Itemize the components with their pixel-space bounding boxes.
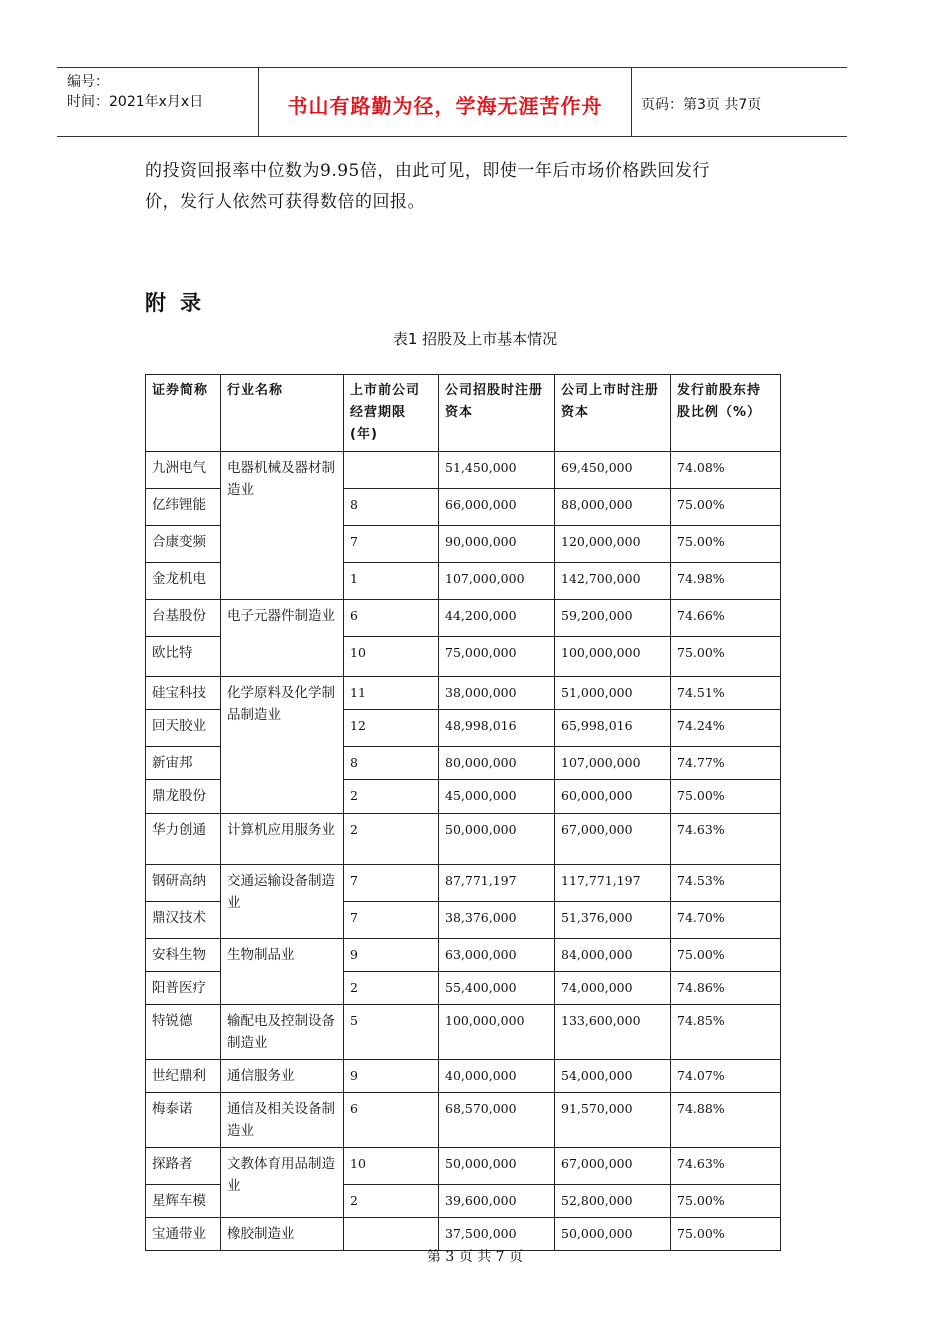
capital-at-listing-cell: 67,000,000 [555,1148,671,1185]
table-row [146,677,781,710]
capital-at-offering-cell: 90,000,000 [439,526,555,563]
capital-at-listing-cell: 69,450,000 [555,452,671,489]
header-meta [67,72,203,112]
body-paragraph [145,156,785,218]
industry-cell: 计算机应用服务业 [221,814,344,865]
column-header: 公司招股时注册资本 [439,375,555,452]
paragraph-line: 价，发行人依然可获得数倍的回报。 [145,192,425,212]
capital-at-offering-cell: 100,000,000 [439,1005,555,1060]
column-header: 行业名称 [221,375,344,452]
operating-years-cell: 7 [344,902,439,939]
capital-at-offering-cell: 75,000,000 [439,637,555,677]
table-caption: 表1 招股及上市基本情况 [392,330,558,348]
capital-at-listing-cell: 84,000,000 [555,939,671,972]
capital-at-offering-cell: 55,400,000 [439,972,555,1005]
capital-at-offering-cell: 37,500,000 [439,1218,555,1251]
capital-at-offering-cell: 45,000,000 [439,780,555,814]
pre-issue-ratio-cell: 74.07% [671,1060,781,1093]
capital-at-listing-cell: 67,000,000 [555,814,671,865]
capital-at-listing-cell: 51,376,000 [555,902,671,939]
pre-issue-ratio-cell: 75.00% [671,526,781,563]
capital-at-offering-cell: 38,000,000 [439,677,555,710]
capital-at-offering-cell: 87,771,197 [439,865,555,902]
security-name-cell: 亿纬锂能 [146,489,221,526]
operating-years-cell: 5 [344,1005,439,1060]
column-header: 上市前公司经营期限(年) [344,375,439,452]
pre-issue-ratio-cell: 74.98% [671,563,781,600]
industry-cell: 通信服务业 [221,1060,344,1093]
table-row [146,1060,781,1093]
capital-at-listing-cell: 74,000,000 [555,972,671,1005]
pre-issue-ratio-cell: 75.00% [671,637,781,677]
industry-cell: 化学原料及化学制品制造业 [221,677,344,814]
operating-years-cell [344,452,439,489]
security-name-cell: 特锐德 [146,1005,221,1060]
operating-years-cell: 8 [344,489,439,526]
capital-at-listing-cell: 88,000,000 [555,489,671,526]
industry-cell: 输配电及控制设备制造业 [221,1005,344,1060]
capital-at-offering-cell: 40,000,000 [439,1060,555,1093]
security-name-cell: 台基股份 [146,600,221,637]
operating-years-cell: 2 [344,972,439,1005]
capital-at-listing-cell: 91,570,000 [555,1093,671,1148]
security-name-cell: 九洲电气 [146,452,221,489]
document-number-label: 编号： [67,74,109,90]
pre-issue-ratio-cell: 74.63% [671,1148,781,1185]
security-name-cell: 阳普医疗 [146,972,221,1005]
capital-at-offering-cell: 66,000,000 [439,489,555,526]
page-header [57,67,847,137]
capital-at-offering-cell: 44,200,000 [439,600,555,637]
industry-cell: 交通运输设备制造业 [221,865,344,939]
capital-at-offering-cell: 63,000,000 [439,939,555,972]
industry-cell: 生物制品业 [221,939,344,1005]
table-header-row [146,375,781,452]
security-name-cell: 安科生物 [146,939,221,972]
operating-years-cell: 7 [344,526,439,563]
paragraph-line: 的投资回报率中位数为9.95倍，由此可见，即使一年后市场价格跌回发行 [145,161,710,181]
table-row [146,814,781,865]
industry-cell: 通信及相关设备制造业 [221,1093,344,1148]
capital-at-listing-cell: 133,600,000 [555,1005,671,1060]
pre-issue-ratio-cell: 75.00% [671,939,781,972]
security-name-cell: 梅泰诺 [146,1093,221,1148]
capital-at-listing-cell: 100,000,000 [555,637,671,677]
capital-at-listing-cell: 65,998,016 [555,710,671,747]
capital-at-offering-cell: 48,998,016 [439,710,555,747]
pre-issue-ratio-cell: 74.53% [671,865,781,902]
security-name-cell: 回天胶业 [146,710,221,747]
security-name-cell: 新宙邦 [146,747,221,780]
table-row [146,865,781,902]
table-row [146,939,781,972]
operating-years-cell: 2 [344,1185,439,1218]
pre-issue-ratio-cell: 74.70% [671,902,781,939]
table-row [146,1148,781,1185]
pre-issue-ratio-cell: 74.77% [671,747,781,780]
operating-years-cell: 12 [344,710,439,747]
capital-at-offering-cell: 107,000,000 [439,563,555,600]
operating-years-cell: 6 [344,1093,439,1148]
operating-years-cell: 9 [344,939,439,972]
industry-cell: 电器机械及器材制造业 [221,452,344,600]
operating-years-cell: 7 [344,865,439,902]
security-name-cell: 宝通带业 [146,1218,221,1251]
operating-years-cell: 2 [344,780,439,814]
industry-cell: 文教体育用品制造业 [221,1148,344,1218]
column-header: 发行前股东持股比例（%） [671,375,781,452]
pre-issue-ratio-cell: 75.00% [671,1185,781,1218]
capital-at-offering-cell: 39,600,000 [439,1185,555,1218]
pre-issue-ratio-cell: 75.00% [671,780,781,814]
industry-cell: 橡胶制造业 [221,1218,344,1251]
header-page-info: 页码：第3页 共7页 [641,97,762,113]
security-name-cell: 金龙机电 [146,563,221,600]
pre-issue-ratio-cell: 74.08% [671,452,781,489]
table-row [146,452,781,489]
pre-issue-ratio-cell: 74.85% [671,1005,781,1060]
security-name-cell: 世纪鼎利 [146,1060,221,1093]
column-header: 公司上市时注册资本 [555,375,671,452]
capital-at-offering-cell: 50,000,000 [439,1148,555,1185]
capital-at-offering-cell: 50,000,000 [439,814,555,865]
security-name-cell: 钢研高纳 [146,865,221,902]
operating-years-cell: 10 [344,1148,439,1185]
security-name-cell: 探路者 [146,1148,221,1185]
pre-issue-ratio-cell: 74.88% [671,1093,781,1148]
appendix-heading: 附录 [145,291,215,315]
capital-at-listing-cell: 52,800,000 [555,1185,671,1218]
security-name-cell: 鼎龙股份 [146,780,221,814]
security-name-cell: 华力创通 [146,814,221,865]
operating-years-cell: 2 [344,814,439,865]
pre-issue-ratio-cell: 75.00% [671,1218,781,1251]
table-body [146,452,781,1251]
security-name-cell: 欧比特 [146,637,221,677]
operating-years-cell: 9 [344,1060,439,1093]
page-footer: 第 3 页 共 7 页 [426,1249,524,1265]
ipo-info-table [145,374,781,1251]
table-row [146,600,781,637]
operating-years-cell: 10 [344,637,439,677]
column-header: 证券简称 [146,375,221,452]
capital-at-listing-cell: 142,700,000 [555,563,671,600]
capital-at-listing-cell: 120,000,000 [555,526,671,563]
header-motto: 书山有路勤为径，学海无涯苦作舟 [287,94,603,118]
operating-years-cell: 11 [344,677,439,710]
security-name-cell: 鼎汉技术 [146,902,221,939]
operating-years-cell: 6 [344,600,439,637]
table-row [146,1093,781,1148]
capital-at-listing-cell: 59,200,000 [555,600,671,637]
pre-issue-ratio-cell: 74.66% [671,600,781,637]
security-name-cell: 星辉车模 [146,1185,221,1218]
table-row [146,1005,781,1060]
capital-at-listing-cell: 117,771,197 [555,865,671,902]
capital-at-listing-cell: 54,000,000 [555,1060,671,1093]
pre-issue-ratio-cell: 75.00% [671,489,781,526]
industry-cell: 电子元器件制造业 [221,600,344,677]
pre-issue-ratio-cell: 74.51% [671,677,781,710]
capital-at-listing-cell: 107,000,000 [555,747,671,780]
capital-at-offering-cell: 80,000,000 [439,747,555,780]
security-name-cell: 合康变频 [146,526,221,563]
document-time-label: 时间：2021年x月x日 [67,94,204,110]
capital-at-offering-cell: 68,570,000 [439,1093,555,1148]
capital-at-offering-cell: 38,376,000 [439,902,555,939]
capital-at-offering-cell: 51,450,000 [439,452,555,489]
capital-at-listing-cell: 50,000,000 [555,1218,671,1251]
operating-years-cell: 1 [344,563,439,600]
capital-at-listing-cell: 51,000,000 [555,677,671,710]
pre-issue-ratio-cell: 74.63% [671,814,781,865]
capital-at-listing-cell: 60,000,000 [555,780,671,814]
pre-issue-ratio-cell: 74.24% [671,710,781,747]
header-divider [631,68,632,136]
operating-years-cell: 8 [344,747,439,780]
security-name-cell: 硅宝科技 [146,677,221,710]
pre-issue-ratio-cell: 74.86% [671,972,781,1005]
